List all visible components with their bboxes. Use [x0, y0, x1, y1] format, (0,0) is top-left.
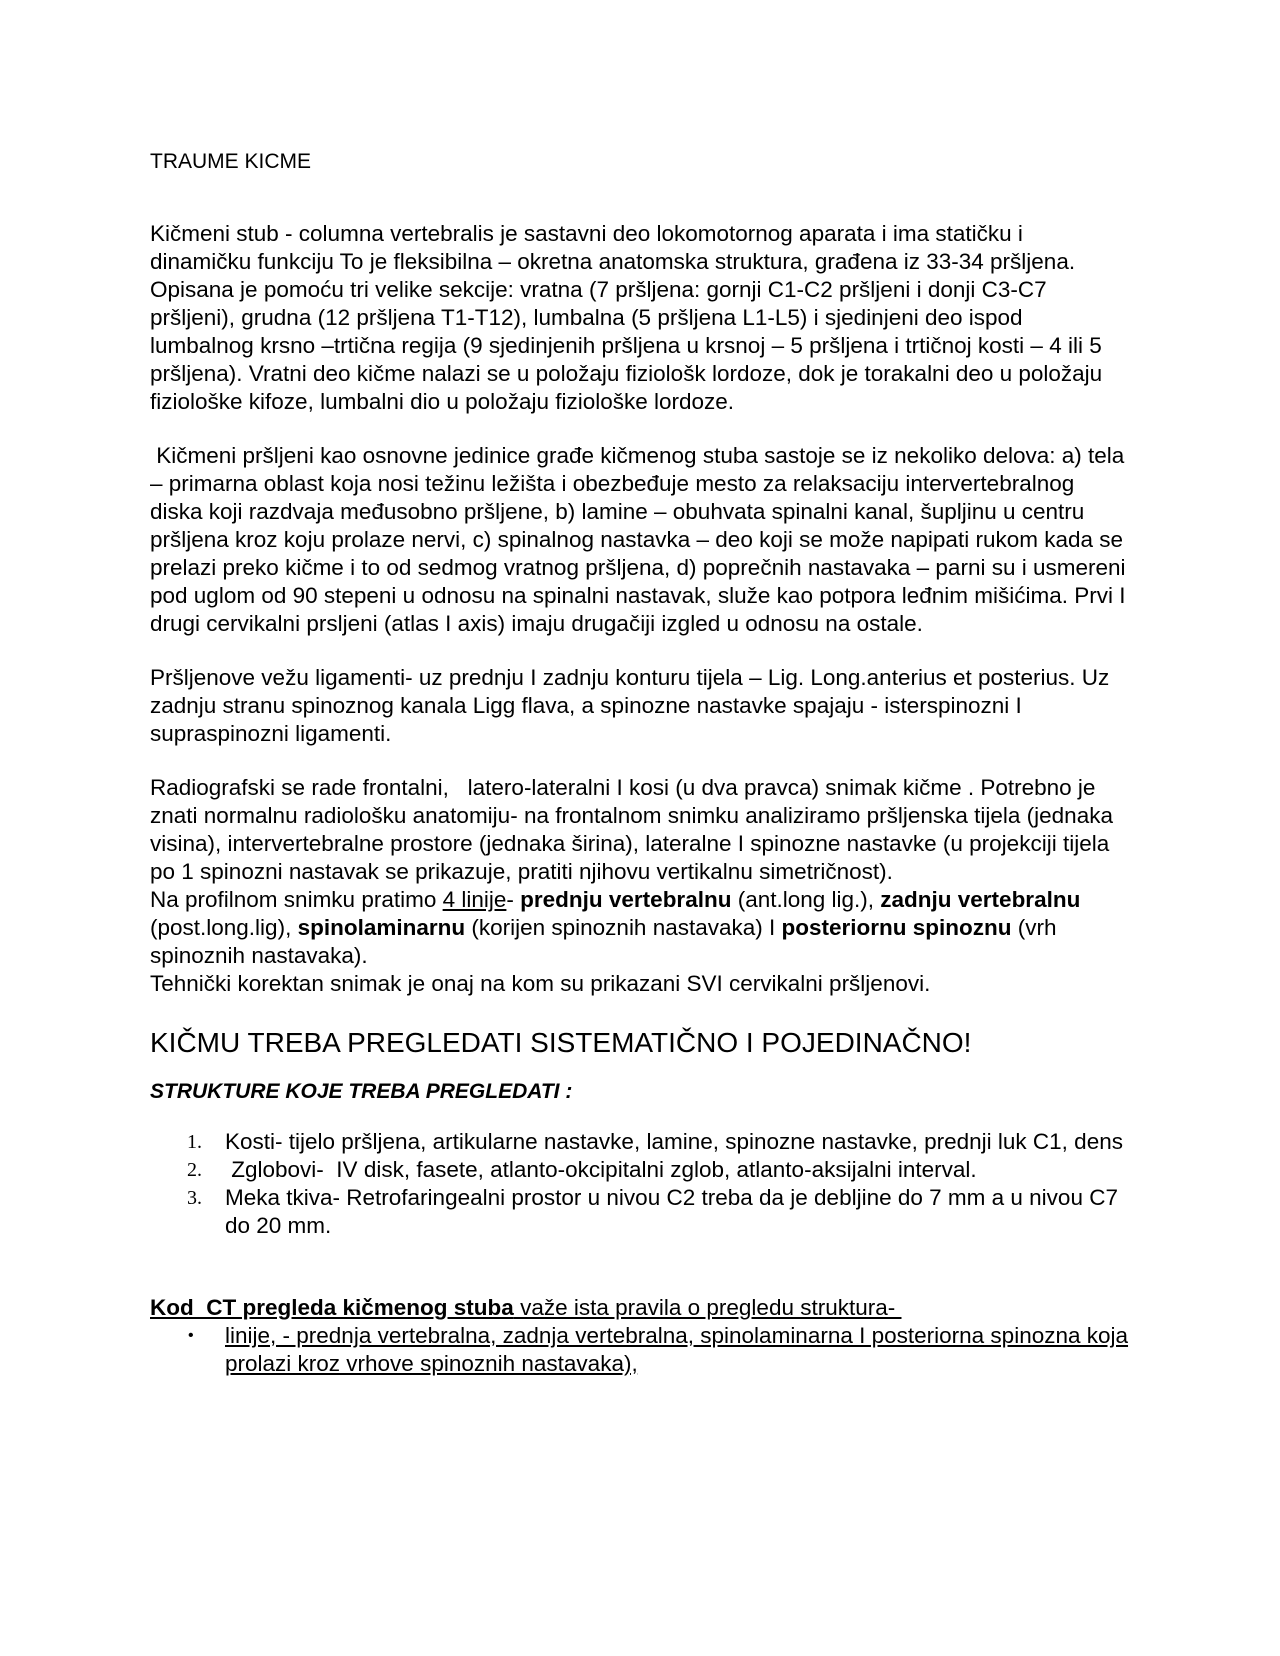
list-item [150, 1128, 1130, 1156]
list-item [150, 1184, 1130, 1240]
list-item-text: linije, - prednja vertebralna, zadnja vertebralna, spinolaminarna I posteriorna spinozna koja prolazi kroz vrhove spinoznih nastavaka), [225, 1323, 1129, 1376]
profile-text-6: (vrh spinoznih nastavaka). [150, 915, 1063, 968]
paragraph-radiography: Radiografski se rade frontalni, latero-lateralni I kosi (u dva pravca) snimak kičme . Potrebno je znati normalnu radiološku anatomiju- na frontalnom snimku analiziramo pršljenska tijela (jednaka visina), intervertebralne prostore (jednaka širina), lateralne I spinozne nastavke (u projekciji tijela po 1 spinozni nastavak se prikazuje, pratiti njihovu vertikalnu simetričnost). [150, 775, 1120, 884]
list-item [150, 1156, 1130, 1184]
profile-bold-spinolaminar: spinolaminarnu [297, 915, 466, 940]
list-item [150, 1322, 1130, 1378]
profile-bold-spinous: posteriornu spinoznu [781, 915, 1012, 940]
profile-bold-anterior: prednju vertebralnu [520, 887, 732, 912]
document-page [150, 148, 1130, 1378]
profile-text-2: - [506, 887, 521, 912]
profile-text-5: (korijen spinoznih nastavaka) I [465, 915, 782, 940]
paragraph-profile-lines [150, 886, 1130, 970]
document-title: TRAUME KICME [150, 150, 312, 173]
structures-list [150, 1128, 1130, 1240]
profile-bold-posterior: zadnju vertebralnu [880, 887, 1081, 912]
list-number: 1. [187, 1131, 202, 1153]
structures-heading: STRUKTURE KOJE TREBA PREGLEDATI : [150, 1080, 573, 1103]
profile-text-3: (ant.long lig.), [731, 887, 881, 912]
list-number: 2. [187, 1159, 202, 1181]
paragraph-spine-anatomy: Kičmeni stub - columna vertebralis je sastavni deo lokomotornog aparata i ima statičku i dinamičku funkciju To je fleksibilna – okretna anatomska struktura, građena iz 33-34 pršljena. Opisana je pomoću tri velike sekcije: vratna (7 pršljena: gornji C1-C2 pršljeni i donji C3-C7 pršljeni), grudna (12 pršljena T1-T12), lumbalna (5 pršljena L1-L5) i sjedinjeni deo ispod lumbalnog krsno –trtična regija (9 sjedinjenih pršljena u krsnoj – 5 pršljena i trtičnoj kosti – 4 ili 5 pršljena). Vratni deo kičme nalazi se u položaju fiziološk lordoze, dok je torakalni deo u položaju fiziološke kifoze, lumbalni dio u položaju fiziološke lordoze. [150, 221, 1103, 414]
ct-paragraph [150, 1294, 1130, 1322]
ct-bold-heading: Kod CT pregleda kičmenog stuba [150, 1295, 514, 1320]
section-heading-systematic: KIČMU TREBA PREGLEDATI SISTEMATIČNO I POJEDINAČNO! [150, 1027, 972, 1058]
bullet-icon: • [188, 1327, 194, 1344]
list-item-text: Kosti- tijelo pršljena, artikularne nastavke, lamine, spinozne nastavke, prednji luk C1, dens [225, 1129, 1123, 1154]
paragraph-vertebrae-parts: Kičmeni pršljeni kao osnovne jedinice građe kičmenog stuba sastoje se iz nekoliko delova: a) tela – primarna oblast koja nosi težinu ležišta i obezbeđuje mesto za relaksaciju intervertebralnog diska koji razdvaja međusobno pršljene, b) lamine – obuhvata spinalni kanal, šupljinu u centru pršljena kroz koju prolaze nervi, c) spinalnog nastavka – deo koji se može napipati rukom kada se prelazi preko kičme i to od sedmog vratnog pršljena, d) poprečnih nastavaka – parni su i usmereni pod uglom od 90 stepeni u odnosu na spinalni nastavak, služe kao potpora leđnim mišićima. Prvi I drugi cervikalni prsljeni (atlas I axis) imaju drugačiji izgled u odnosu na ostale. [150, 443, 1132, 636]
profile-text-1: Na profilnom snimku pratimo [150, 887, 443, 912]
list-item-text: Zglobovi- IV disk, fasete, atlanto-okcipitalni zglob, atlanto-aksijalni interval. [225, 1157, 977, 1182]
profile-text-4: (post.long.lig), [150, 887, 1087, 940]
list-item-text: Meka tkiva- Retrofaringealni prostor u nivou C2 treba da je debljine do 7 mm a u nivou C7 do 20 mm. [225, 1185, 1118, 1238]
list-number: 3. [187, 1187, 202, 1209]
ct-rest-text: važe ista pravila o pregledu struktura- [513, 1295, 902, 1320]
paragraph-ligaments: Pršljenove vežu ligamenti- uz prednju I zadnju konturu tijela – Lig. Long.anterius et posterius. Uz zadnju stranu spinoznog kanala Ligg flava, a spinozne nastavke spajaju - isterspinozni I supraspinozni ligamenti. [150, 665, 1110, 746]
ct-bullet-list [150, 1322, 1130, 1378]
paragraph-technical: Tehnički korektan snimak je onaj na kom su prikazani SVI cervikalni pršljenovi. [150, 971, 931, 996]
profile-four-lines-link: 4 linije [442, 887, 507, 912]
